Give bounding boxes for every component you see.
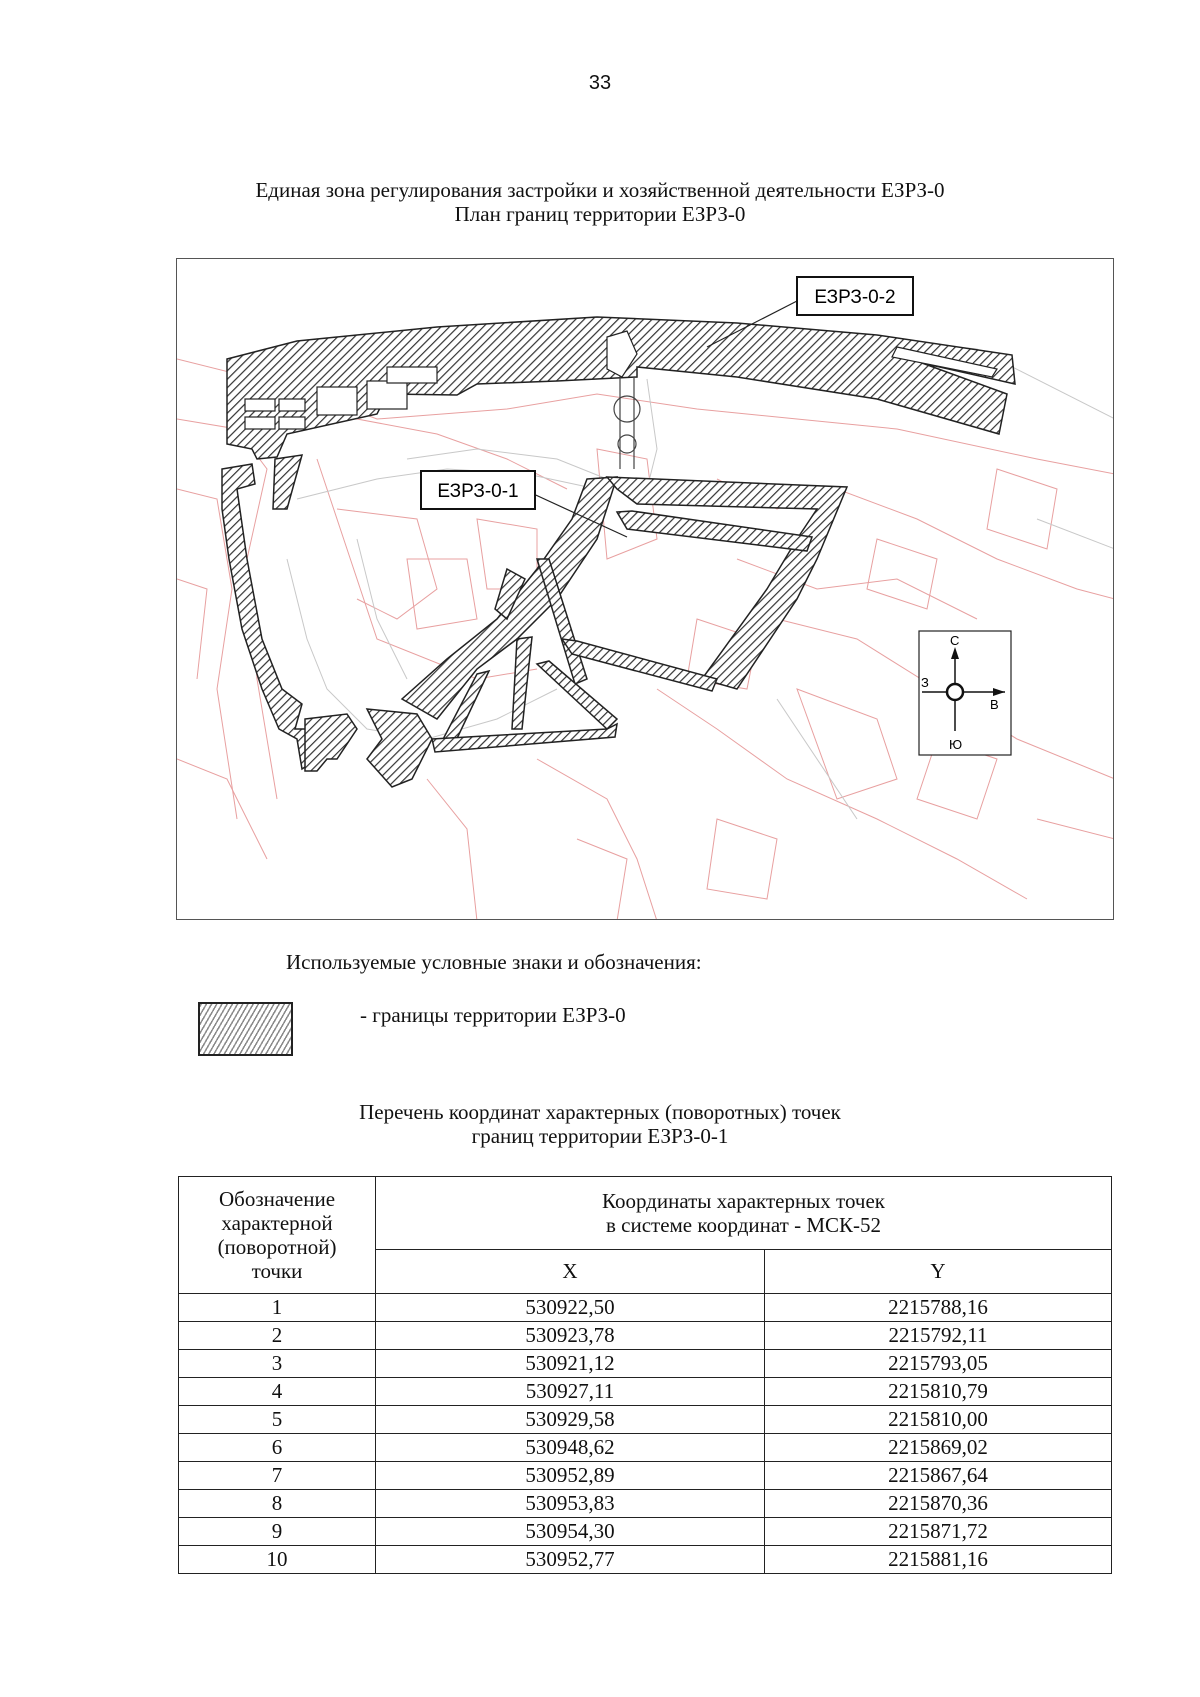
page-number: 33 (588, 72, 612, 94)
cell-point-number: 10 (179, 1546, 376, 1574)
header-point-designation: Обозначение характерной (поворотной) точки (179, 1177, 376, 1294)
table-row (179, 1546, 1112, 1574)
page-title (0, 178, 1200, 226)
legend-item-text: - границы территории ЕЗРЗ-0 (360, 1003, 626, 1027)
cell-point-number: 9 (179, 1518, 376, 1546)
table-row (179, 1294, 1112, 1322)
table-row (179, 1434, 1112, 1462)
cell-y: 2215793,05 (765, 1350, 1112, 1378)
header-y: Y (765, 1249, 1112, 1293)
coordinates-list-title (0, 1100, 1200, 1148)
cell-point-number: 6 (179, 1434, 376, 1462)
cell-point-number: 7 (179, 1462, 376, 1490)
zone-ezrz-0-1-label: ЕЗРЗ-0-1 (437, 481, 519, 502)
map-drawing (177, 259, 1114, 920)
cell-x: 530923,78 (376, 1322, 765, 1350)
cell-x: 530921,12 (376, 1350, 765, 1378)
cell-x: 530948,62 (376, 1434, 765, 1462)
compass-rose (919, 631, 1011, 755)
cell-point-number: 8 (179, 1490, 376, 1518)
territory-map (176, 258, 1114, 920)
compass-west: З (921, 675, 929, 690)
page-title-line-2: План границ территории ЕЗРЗ-0 (454, 202, 746, 226)
cell-x: 530954,30 (376, 1518, 765, 1546)
page-title-line-1: Единая зона регулирования застройки и хозяйственной деятельности ЕЗРЗ-0 (255, 178, 945, 202)
cell-x: 530953,83 (376, 1490, 765, 1518)
table-row (179, 1322, 1112, 1350)
cell-y: 2215881,16 (765, 1546, 1112, 1574)
cell-y: 2215871,72 (765, 1518, 1112, 1546)
cell-point-number: 3 (179, 1350, 376, 1378)
compass-east: В (990, 697, 999, 712)
zone-ezrz-0-2-label: ЕЗРЗ-0-2 (814, 287, 896, 308)
compass-north: С (950, 633, 960, 648)
table-row (179, 1462, 1112, 1490)
cell-y: 2215810,79 (765, 1378, 1112, 1406)
coordinates-table (178, 1176, 1112, 1574)
cell-x: 530927,11 (376, 1378, 765, 1406)
cell-y: 2215792,11 (765, 1322, 1112, 1350)
legend-title: Используемые условные знаки и обозначения: (286, 950, 702, 974)
table-row (179, 1490, 1112, 1518)
cell-y: 2215810,00 (765, 1406, 1112, 1434)
header-coordinates (376, 1177, 1112, 1250)
header-coordinates-line-2: в системе координат - МСК-52 (605, 1212, 882, 1237)
cell-y: 2215867,64 (765, 1462, 1112, 1490)
cell-x: 530952,77 (376, 1546, 765, 1574)
header-coordinates-line-1: Координаты характерных точек (602, 1188, 885, 1213)
cell-point-number: 2 (179, 1322, 376, 1350)
table-row (179, 1378, 1112, 1406)
cell-point-number: 5 (179, 1406, 376, 1434)
cell-x: 530922,50 (376, 1294, 765, 1322)
cell-point-number: 1 (179, 1294, 376, 1322)
cell-x: 530929,58 (376, 1406, 765, 1434)
cell-y: 2215788,16 (765, 1294, 1112, 1322)
cell-point-number: 4 (179, 1378, 376, 1406)
coordinates-table-body (179, 1294, 1112, 1574)
table-row (179, 1350, 1112, 1378)
table-row (179, 1406, 1112, 1434)
cell-x: 530952,89 (376, 1462, 765, 1490)
coordinates-list-title-line-1: Перечень координат характерных (поворотных) точек (359, 1100, 841, 1124)
cell-y: 2215869,02 (765, 1434, 1112, 1462)
compass-south: Ю (949, 737, 963, 752)
cell-y: 2215870,36 (765, 1490, 1112, 1518)
header-x: X (376, 1249, 765, 1293)
legend-hatch-swatch (198, 1002, 293, 1056)
table-row (179, 1518, 1112, 1546)
coordinates-list-title-line-2: границ территории ЕЗРЗ-0-1 (471, 1124, 729, 1148)
